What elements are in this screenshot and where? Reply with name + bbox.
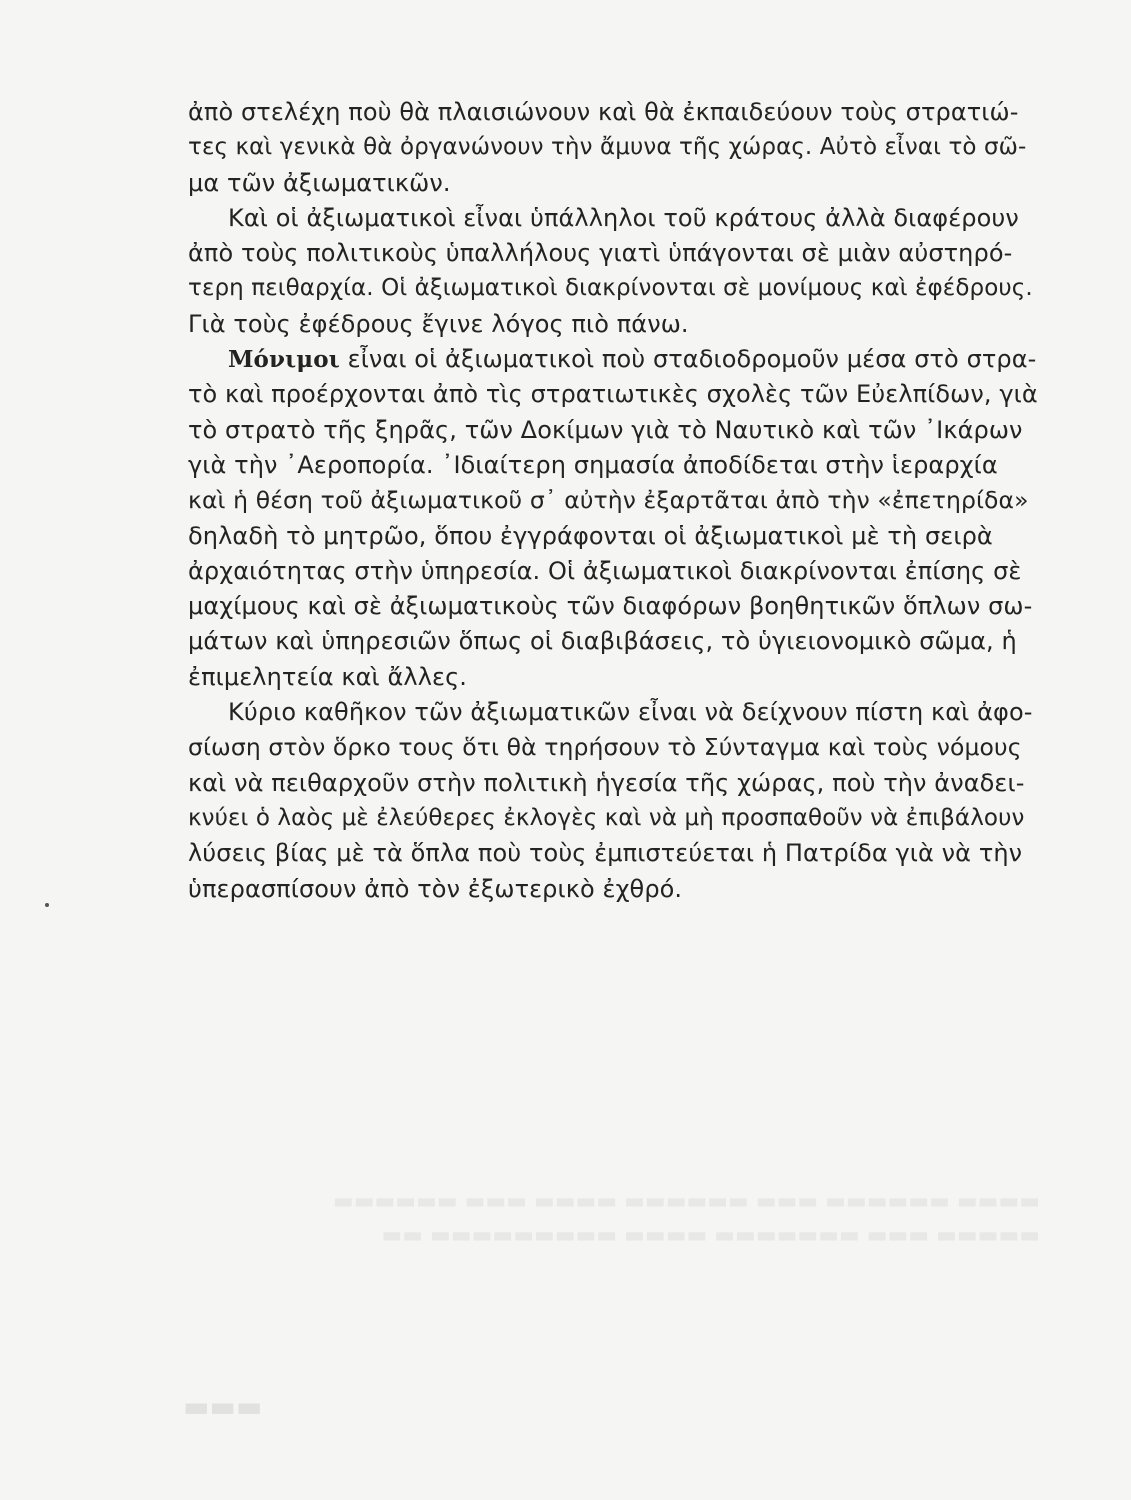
paper-speck bbox=[45, 903, 49, 907]
show-through-page-number: ▬▬▬ bbox=[183, 1390, 263, 1423]
body-text bbox=[188, 95, 1038, 907]
text-line: λύσεις βίας μὲ τὰ ὅπλα ποὺ τοὺς ἐμπιστεύεται ἡ Πατρίδα γιὰ νὰ τὴν bbox=[188, 839, 1023, 868]
bold-term: Μόνιμοι bbox=[228, 346, 340, 374]
text-line: σίωση στὸν ὅρκο τους ὅτι θὰ τηρήσουν τὸ Σύνταγμα καὶ τοὺς νόμους bbox=[188, 733, 1022, 762]
text-line: ἀπὸ τοὺς πολιτικοὺς ὑπαλλήλους γιατὶ ὑπάγονται σὲ μιὰν αὐστηρό- bbox=[188, 239, 1013, 268]
text-line: γιὰ τὴν ᾿Αεροπορία. ᾿Ιδιαίτερη σημασία ἀποδίδεται στὴν ἱεραρχία bbox=[188, 450, 998, 479]
text-line: τες καὶ γενικὰ θὰ ὀργανώνουν τὴν ἄμυνα τῆς χώρας. Αὐτὸ εἶναι τὸ σῶ- bbox=[188, 134, 1027, 161]
text-line: μαχίμους καὶ σὲ ἀξιωματικοὺς τῶν διαφόρων βοηθητικῶν ὅπλων σω- bbox=[188, 592, 1033, 621]
text-line: δηλαδὴ τὸ μητρῶο, ὅπου ἐγγράφονται οἱ ἀξιωματικοὶ μὲ τὴ σειρὰ bbox=[188, 521, 993, 550]
show-through-text: ▬▬▬▬▬ ▬▬▬ ▬▬▬▬▬▬▬ ▬▬▬▬ ▬▬▬▬▬▬▬▬▬ ▬▬ bbox=[381, 1223, 1040, 1248]
text-line: μα τῶν ἀξιωματικῶν. bbox=[188, 168, 451, 197]
text-line: τερη πειθαρχία. Οἱ ἀξιωματικοὶ διακρίνονται σὲ μονίμους καὶ ἐφέδρους. bbox=[188, 275, 1033, 302]
text-line: καὶ ἡ θέση τοῦ ἀξιωματικοῦ σ᾿ αὐτὴν ἐξαρτᾶται ἀπὸ τὴν «ἐπετηρίδα» bbox=[188, 486, 1029, 515]
text-line: Γιὰ τοὺς ἐφέδρους ἔγινε λόγος πιὸ πάνω. bbox=[188, 309, 689, 338]
text-line bbox=[188, 342, 1038, 377]
text-line-rest: εἶναι οἱ ἀξιωματικοὶ ποὺ σταδιοδρομοῦν μέσα στὸ στρα- bbox=[339, 345, 1037, 374]
text-line: τὸ στρατὸ τῆς ξηρᾶς, τῶν Δοκίμων γιὰ τὸ Ναυτικὸ καὶ τῶν ᾿Ικάρων bbox=[188, 415, 1023, 444]
text-line: ἀρχαιότητας στὴν ὑπηρεσία. Οἱ ἀξιωματικοὶ διακρίνονται ἐπίσης σὲ bbox=[188, 556, 1022, 585]
show-through-text: ▬▬▬▬ ▬▬▬▬▬▬ ▬▬▬ ▬▬▬▬▬▬ ▬▬▬▬ ▬▬▬ ▬▬▬▬▬▬ bbox=[332, 1189, 1040, 1214]
text-line: κνύει ὁ λαὸς μὲ ἐλεύθερες ἐκλογὲς καὶ νὰ μὴ προσπαθοῦν νὰ ἐπιβάλουν bbox=[188, 804, 1025, 831]
text-line: μάτων καὶ ὑπηρεσιῶν ὅπως οἱ διαβιβάσεις, τὸ ὑγιειονομικὸ σῶμα, ἡ bbox=[188, 627, 1017, 656]
text-line: καὶ νὰ πειθαρχοῦν στὴν πολιτικὴ ἡγεσία τῆς χώρας, ποὺ τὴν ἀναδει- bbox=[188, 768, 1025, 797]
text-line: ἐπιμελητεία καὶ ἄλλες. bbox=[188, 662, 468, 691]
text-line: τὸ καὶ προέρχονται ἀπὸ τὶς στρατιωτικὲς σχολὲς τῶν Εὐελπίδων, γιὰ bbox=[188, 380, 1038, 409]
text-line: ὑπερασπίσουν ἀπὸ τὸν ἐξωτερικὸ ἐχθρό. bbox=[188, 874, 683, 903]
text-line: Κύριο καθῆκον τῶν ἀξιωματικῶν εἶναι νὰ δείχνουν πίστη καὶ ἀφο- bbox=[228, 698, 1033, 727]
text-line: ἀπὸ στελέχη ποὺ θὰ πλαισιώνουν καὶ θὰ ἐκπαιδεύουν τοὺς στρατιώ- bbox=[188, 98, 1019, 126]
text-line: Καὶ οἱ ἀξιωματικοὶ εἶναι ὑπάλληλοι τοῦ κράτους ἀλλὰ διαφέρουν bbox=[228, 203, 1019, 232]
